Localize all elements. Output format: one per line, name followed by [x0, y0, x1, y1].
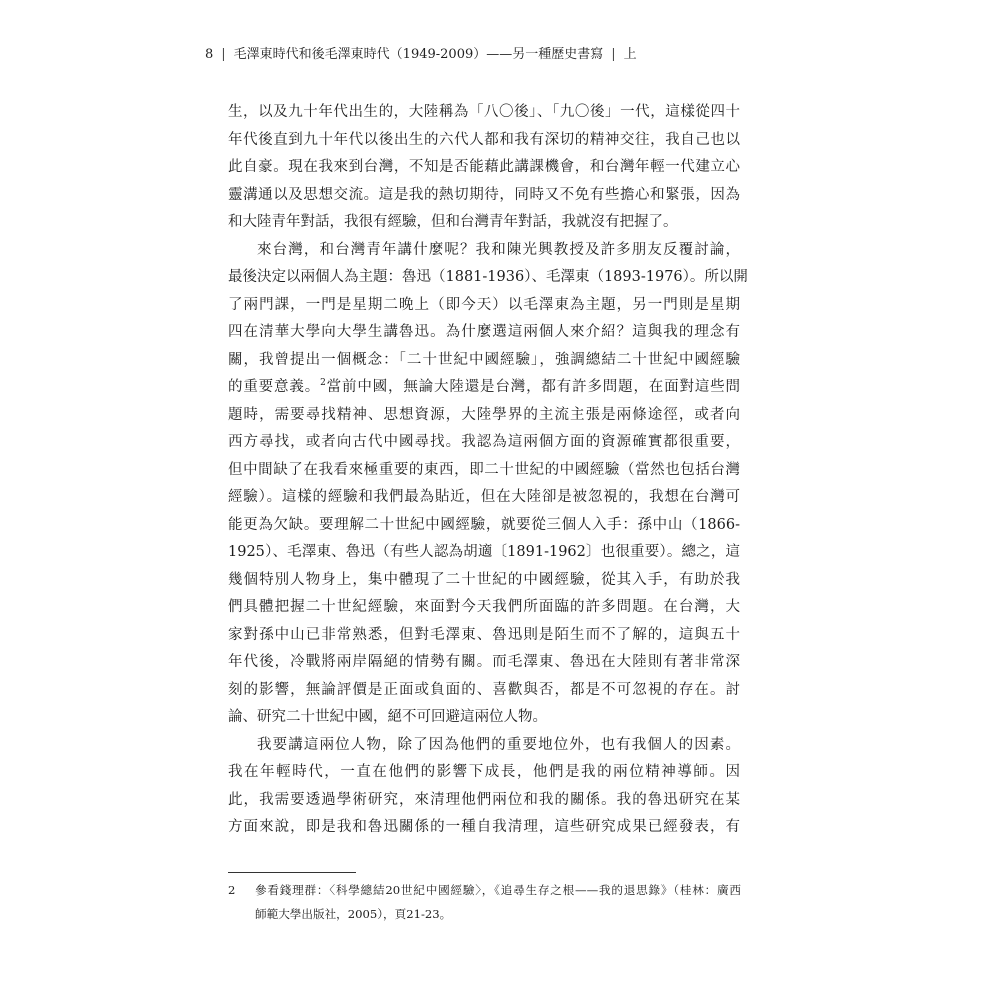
text-line: 了兩門課，一門是星期二晚上（即今天）以毛澤東為主題，另一門則是星期: [228, 296, 740, 313]
text-line: 年代後直到九十年代以後出生的六代人都和我有深切的精神交往，我自己也以: [228, 131, 740, 148]
text-line: 四在清華大學向大學生講魯迅。為什麼選這兩個人來介紹？這與我的理念有: [228, 324, 740, 340]
text-line: 家對孫中山已非常熟悉，但對毛澤東、魯迅則是陌生而不了解的，這與五十: [228, 626, 740, 643]
text-line: 此自豪。現在我來到台灣，不知是否能藉此講課機會，和台灣年輕一代建立心: [228, 159, 740, 175]
header-separator: |: [611, 47, 616, 62]
text-line: 但中間缺了在我看來極重要的東西，即二十世紀的中國經驗（當然也包括台灣: [228, 461, 740, 478]
text-line: 幾個特別人物身上，集中體現了二十世紀的中國經驗，從其入手，有助於我: [228, 571, 740, 588]
text-line: 最後決定以兩個人為主題：魯迅（1881-1936）、毛澤東（1893-1976）。所以開: [228, 269, 748, 285]
paragraph: [228, 732, 740, 842]
running-header: [205, 46, 637, 64]
page-number: 8: [205, 47, 214, 62]
text-line: 論、研究二十世紀中國，絕不可回避這兩位人物。: [228, 709, 547, 725]
text-line: 能更為欠缺。要理解二十世紀中國經驗，就要從三個人入手：孫中山（1866-: [228, 516, 740, 533]
footnote-line: 師範大學出版社，2005），頁21-23。: [255, 907, 452, 921]
text-line: 關，我曾提出一個概念：「二十世紀中國經驗」，強調總結二十世紀中國經驗: [228, 351, 740, 368]
footnote-divider: [228, 872, 356, 873]
line-text-before-ref: 的重要意義。: [228, 379, 321, 395]
volume-label: 上: [623, 47, 637, 62]
text-line: 和大陸青年對話，我很有經驗，但和台灣青年對話，我就沒有把握了。: [228, 214, 678, 230]
text-line: 此，我需要透過學術研究，來清理他們兩位和我的關係。我的魯迅研究在某: [228, 791, 740, 808]
text-line: 1925）、毛澤東、魯迅（有些人認為胡適〔1891-1962〕也很重要）。總之，這: [228, 544, 740, 560]
text-line: 西方尋找，或者向古代中國尋找。我認為這兩個方面的資源確實都很重要，: [228, 434, 740, 450]
text-line: 經驗）。這樣的經驗和我們最為貼近，但在大陸卻是被忽視的，我想在台灣可: [228, 489, 740, 505]
footnote-line: 參看錢理群：〈科學總結20世紀中國經驗〉，《追尋生存之根——我的退思錄》（桂林：廣西: [255, 883, 741, 897]
text-line: 年代後，冷戰將兩岸隔絕的情勢有關。而毛澤東、魯迅在大陸則有著非常深: [228, 654, 740, 670]
header-separator: |: [221, 47, 226, 62]
text-line: 題時，需要尋找精神、思想資源，大陸學界的主流主張是兩條途徑，或者向: [228, 406, 740, 423]
line-text-after-ref: 當前中國，無論大陸還是台灣，都有許多問題，在面對這些問: [325, 379, 741, 395]
footnote-text: [255, 878, 741, 926]
text-line: 來台灣，和台灣青年講什麼呢？我和陳光興教授及許多朋友反覆討論，: [257, 241, 740, 258]
text-line: 我在年輕時代，一直在他們的影響下成長，他們是我的兩位精神導師。因: [228, 764, 740, 780]
text-line: 靈溝通以及思想交流。這是我的熱切期待，同時又不免有些擔心和緊張，因為: [228, 186, 740, 203]
footnote-reference[interactable]: 2: [320, 378, 326, 389]
text-line-with-footnote-ref: [228, 374, 740, 402]
paragraph: [228, 99, 740, 237]
text-line: 生，以及九十年代出生的，大陸稱為「八〇後」、「九〇後」一代，這樣從四十: [228, 104, 740, 120]
book-title: 毛澤東時代和後毛澤東時代（1949-2009）——另一種歷史書寫: [233, 47, 604, 62]
text-line: 們具體把握二十世紀經驗，來面對今天我們所面臨的許多問題。在台灣，大: [228, 599, 740, 615]
footnote-number: 2: [228, 883, 236, 897]
text-line: 方面來說，即是我和魯迅關係的一種自我清理，這些研究成果已經發表，有: [228, 819, 740, 835]
footnote: [228, 878, 741, 926]
text-line: 我要講這兩位人物，除了因為他們的重要地位外，也有我個人的因素。: [257, 736, 740, 753]
body-text: [228, 99, 748, 842]
paragraph: [228, 237, 748, 732]
text-line: 刻的影響，無論評價是正面或負面的、喜歡與否，都是不可忽視的存在。討: [228, 681, 740, 698]
